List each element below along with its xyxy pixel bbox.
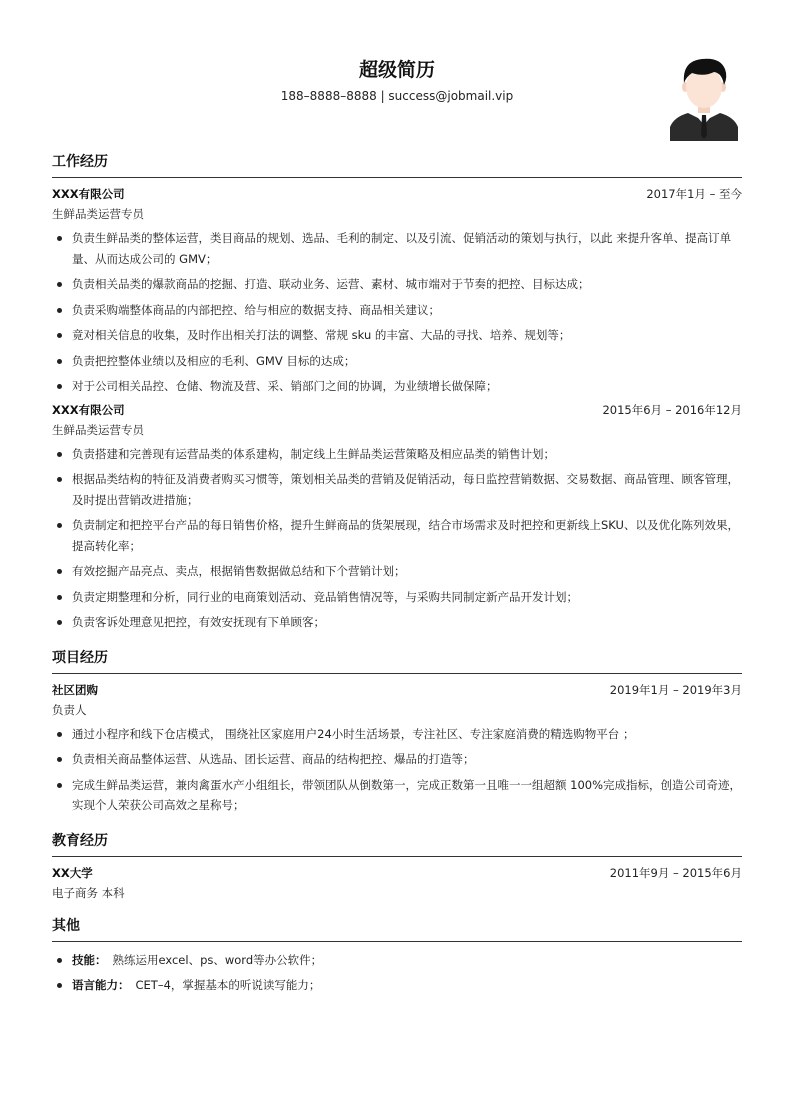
section-title-education: 教育经历 [52, 832, 742, 857]
project-name: 社区团购 [52, 682, 98, 697]
list-item: 负责相关商品整体运营、从选品、团长运营、商品的结构把控、爆品的打造等； [52, 749, 742, 770]
list-item: 负责客诉处理意见把控，有效安抚现有下单顾客； [52, 612, 742, 633]
section-title-other: 其他 [52, 917, 742, 942]
projects-section [52, 649, 742, 816]
list-item: 负责定期整理和分析，同行业的电商策划活动、竞品销售情况等，与采购共同制定新产品开发计划； [52, 587, 742, 608]
job-role: 生鲜品类运营专员 [52, 422, 144, 437]
entry-date: 2017年1月 – 至今 [646, 187, 742, 201]
list-item: 通过小程序和线下仓店模式， 围绕社区家庭用户24小时生活场景，专注社区、专注家庭消费的精选购物平台 ； [52, 724, 742, 745]
skill-label: 技能： [72, 952, 107, 967]
section-title-work: 工作经历 [52, 153, 742, 178]
project-list [52, 724, 742, 816]
list-item: 对于公司相关品控、仓储、物流及营、采、销部门之间的协调，为业绩增长做保障； [52, 376, 742, 397]
project-entry [52, 682, 742, 816]
avatar-icon [670, 55, 738, 141]
company-name: XXX有限公司 [52, 402, 125, 417]
education-section [52, 832, 742, 901]
list-item: 负责搭建和完善现有运营品类的体系建构，制定线上生鲜品类运营策略及相应品类的销售计划； [52, 444, 742, 465]
work-entry [52, 402, 742, 633]
list-item [52, 975, 742, 996]
entry-date: 2015年6月 – 2016年12月 [602, 402, 742, 417]
list-item [52, 950, 742, 971]
candidate-name: 超级简历 [358, 59, 435, 81]
other-list [52, 950, 742, 996]
list-item: 根据品类结构的特征及消费者购买习惯等，策划相关品类的营销及促销活动，每日监控营销数据、交易数据、商品管理、顾客管理，及时提出营销改进措施； [52, 469, 742, 510]
list-item: 负责生鲜品类的整体运营，类目商品的规划、选品、毛利的制定、以及引流、促销活动的策划与执行，以此 来提升客单、提高订单量、从而达成公司的 GMV； [52, 228, 742, 269]
job-role: 生鲜品类运营专员 [52, 207, 144, 221]
list-item: 负责把控整体业绩以及相应的毛利、GMV 目标的达成； [52, 351, 742, 372]
entry-date: 2011年9月 – 2015年6月 [609, 865, 742, 880]
major-degree: 电子商务 本科 [52, 885, 125, 900]
school-name: XX大学 [52, 865, 93, 880]
list-item: 完成生鲜品类运营，兼肉禽蛋水产小组组长，带领团队从倒数第一，完成正数第一且唯一一组超额 100%完成指标，创造公司奇迹，实现个人荣获公司高效之星称号； [52, 775, 742, 816]
other-section [52, 917, 742, 996]
skill-text: 熟练运用excel、ps、word等办公软件； [112, 952, 323, 967]
list-item: 负责采购端整体商品的内部把控、给与相应的数据支持、商品相关建议； [52, 300, 742, 321]
resume-content [52, 153, 742, 1012]
list-item: 竟对相关信息的收集，及时作出相关打法的调整、常规 sku 的丰富、大品的寻找、培养、规划等； [52, 325, 742, 346]
list-item: 负责制定和把控平台产品的每日销售价格，提升生鲜商品的货架展现，结合市场需求及时把控和更新线上SKU、以及优化陈列效果，提高转化率； [52, 515, 742, 556]
work-entry [52, 186, 742, 397]
contact-info: 188–8888–8888 | success@jobmail.vip [280, 89, 514, 103]
duty-list [52, 444, 742, 633]
section-title-projects: 项目经历 [52, 649, 742, 674]
language-label: 语言能力： [72, 978, 130, 992]
company-name: XXX有限公司 [52, 187, 125, 201]
list-item: 负责相关品类的爆款商品的挖掘、打造、联动业务、运营、素材、城市端对于节奏的把控、目标达成； [52, 274, 742, 295]
education-entry [52, 865, 742, 901]
project-role: 负责人 [52, 702, 87, 717]
language-text: CET–4，掌握基本的听说读写能力； [135, 978, 321, 992]
list-item: 有效挖掘产品亮点、卖点，根据销售数据做总结和下个营销计划； [52, 561, 742, 582]
entry-date: 2019年1月 – 2019年3月 [609, 682, 742, 697]
duty-list [52, 228, 742, 397]
work-section [52, 153, 742, 633]
